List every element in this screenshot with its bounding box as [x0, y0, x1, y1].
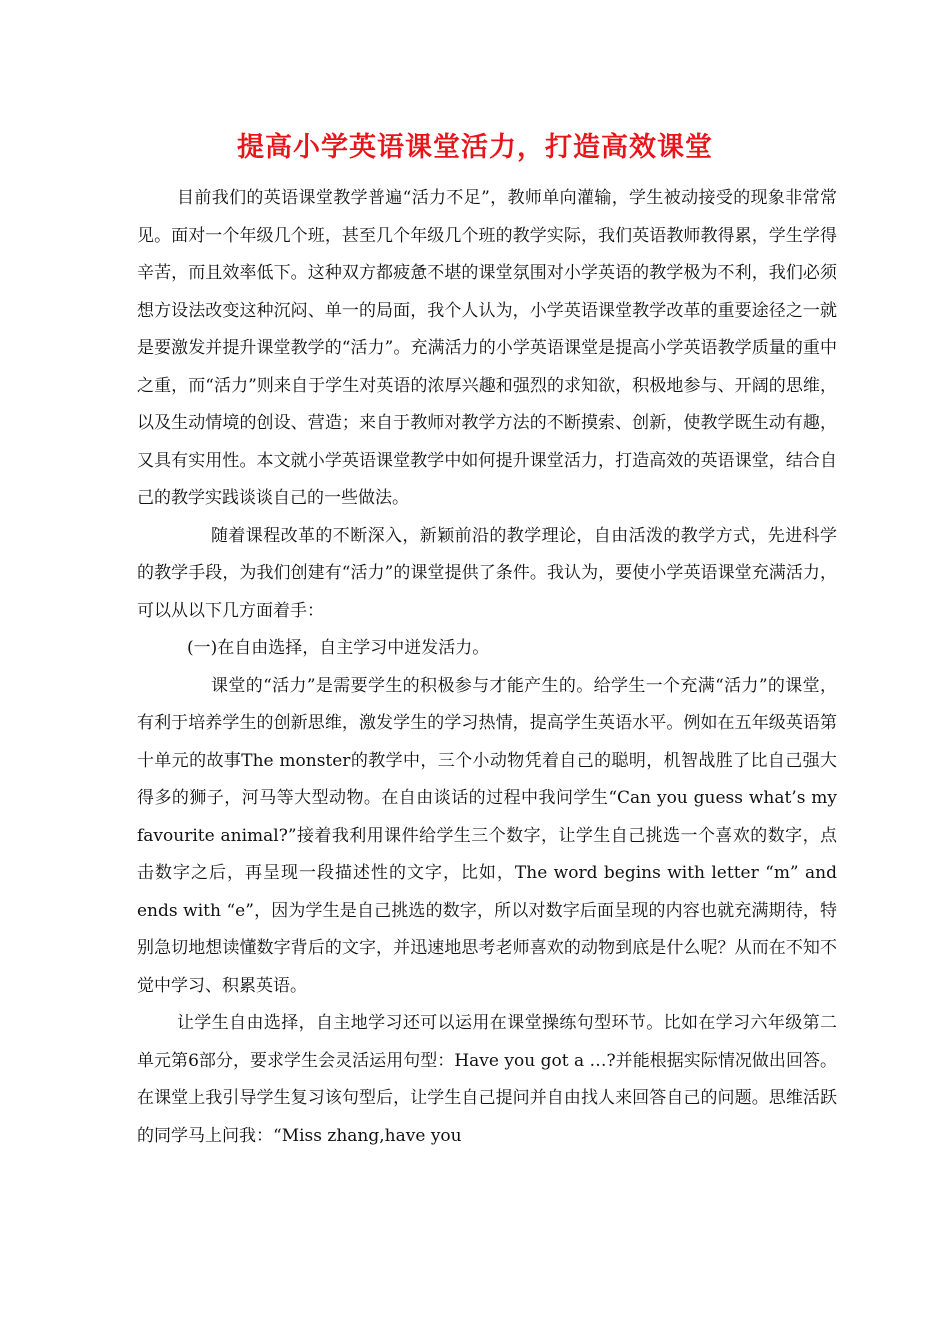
paragraph-example-monster: 课堂的“活力”是需要学生的积极参与才能产生的。给学生一个充满“活力”的课堂，有利于培养学生的创新思维，激发学生的学习热情，提高学生英语水平。例如在五年级英语第十单元的故事The monster的教学中，三个小动物凭着自己的聪明，机智战胜了比自己强大得多的狮子，河马等大型动物。在自由谈话的过程中我问学生“Can you guess what’s my favourite animal?”接着我利用课件给学生三个数字，让学生自己挑选一个喜欢的数字，点击数字之后，再呈现一段描述性的文字，比如，The word begins with letter “m” and ends with “e”，因为学生是自己挑选的数字，所以对数字后面呈现的内容也就充满期待，特别急切地想读懂数字背后的文字，并迅速地思考老师喜欢的动物到底是什么呢？从而在不知不觉中学习、积累英语。: [137, 675, 837, 996]
paragraph-intro: 目前我们的英语课堂教学普遍“活力不足”，教师单向灌输，学生被动接受的现象非常常见。面对一个年级几个班，甚至几个年级几个班的教学实际，我们英语教师教得累，学生学得辛苦，而且效率低下。这种双方都疲惫不堪的课堂氛围对小学英语的教学极为不利，我们必须想方设法改变这种沉闷、单一的局面，我个人认为，小学英语课堂教学改革的重要途径之一就是要激发并提升课堂教学的“活力”。充满活力的小学英语课堂是提高小学英语教学质量的重中之重，而“活力”则来自于学生对英语的浓厚兴趣和强烈的求知欲，积极地参与、开阔的思维，以及生动情境的创设、营造；来自于教师对教学方法的不断摸索、创新，使教学既生动有趣，又具有实用性。本文就小学英语课堂教学中如何提升课堂活力，打造高效的英语课堂，结合自己的教学实践谈谈自己的一些做法。: [137, 188, 837, 508]
paragraph-sentence-practice: 让学生自由选择，自主地学习还可以运用在课堂操练句型环节。比如在学习六年级第二单元第6部分，要求学生会灵活运用句型：Have you got a …?并能根据实际情况做出回答。在课堂上我引导学生复习该句型后，让学生自己提问并自由找人来回答自己的问题。思维活跃的同学马上问我：“Miss zhang,have you: [137, 1013, 837, 1146]
document-title: 提高小学英语课堂活力，打造高效课堂: [237, 132, 713, 163]
document-body: [137, 180, 837, 1155]
paragraph-reform: 随着课程改革的不断深入，新颖前沿的教学理论，自由活泼的教学方式，先进科学的教学手段，为我们创建有“活力”的课堂提供了条件。我认为，要使小学英语课堂充满活力，可以从以下几方面着手：: [137, 525, 837, 621]
section-heading-1: (一)在自由选择，自主学习中迸发活力。: [187, 638, 490, 658]
